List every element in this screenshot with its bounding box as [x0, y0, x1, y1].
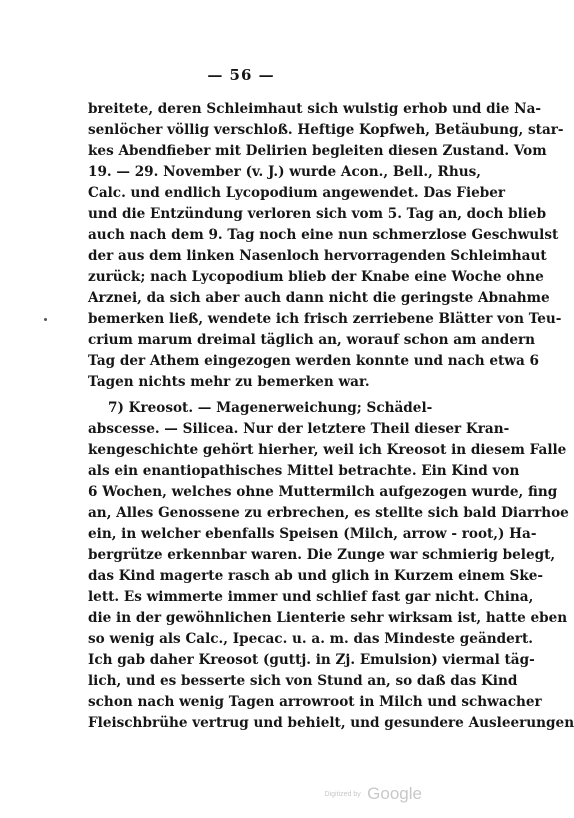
text-line: so wenig als Calc., Ipecac. u. a. m. das Mindeste geändert.	[88, 631, 533, 647]
google-logo: Google	[367, 784, 422, 803]
text-line: Tag der Athem eingezogen werden konnte und nach etwa 6	[88, 353, 539, 369]
text-line: lett. Es wimmerte immer und schlief fast gar nicht. China,	[88, 589, 534, 605]
text-line: kes Abendfieber mit Delirien begleiten diesen Zustand. Vom	[88, 143, 547, 159]
text-line: an, Alles Genossene zu erbrechen, es stellte sich bald Diarrhoe	[88, 505, 569, 521]
text-line: zurück; nach Lycopodium blieb der Knabe eine Woche ohne	[88, 269, 544, 285]
text-line: Ich gab daher Kreosot (guttj. in Zj. Emulsion) viermal täg-	[88, 652, 535, 668]
text-line: der aus dem linken Nasenloch hervorragenden Schleimhaut	[88, 248, 547, 264]
text-line: breitete, deren Schleimhaut sich wulstig erhob und die Na-	[88, 101, 542, 117]
text-line: schon nach wenig Tagen arrowroot in Milch und schwacher	[88, 694, 542, 710]
text-line: abscesse. — Silicea. Nur der letztere Theil dieser Kran-	[88, 421, 510, 437]
text-line: die in der gewöhnlichen Lienterie sehr wirksam ist, hatte eben	[88, 610, 568, 626]
text-line: Tagen nichts mehr zu bemerken war.	[88, 374, 370, 390]
digitization-watermark	[325, 784, 422, 804]
text-line: auch nach dem 9. Tag noch eine nun schmerzlose Geschwulst	[88, 227, 559, 243]
text-line: als ein enantiopathisches Mittel betrachte. Ein Kind von	[88, 463, 520, 479]
text-line: bemerken ließ, wendete ich frisch zerriebene Blätter von Teu-	[88, 311, 562, 327]
text-line: bergrütze erkennbar waren. Die Zunge war schmierig belegt,	[88, 547, 556, 563]
margin-speck	[44, 318, 47, 321]
text-line: senlöcher völlig verschloß. Heftige Kopfweh, Betäubung, star-	[88, 122, 564, 138]
text-line: crium marum dreimal täglich an, worauf schon am andern	[88, 332, 536, 348]
page-number: — 56 —	[207, 66, 275, 84]
text-line: 6 Wochen, welches ohne Muttermilch aufgezogen wurde, fing	[88, 484, 558, 500]
text-line: 19. — 29. November (v. J.) wurde Acon., Bell., Rhus,	[88, 164, 481, 180]
text-line: kengeschichte gehört hierher, weil ich Kreosot in diesem Falle	[88, 442, 567, 458]
text-line: das Kind magerte rasch ab und glich in Kurzem einem Ske-	[88, 568, 544, 584]
text-line: Arznei, da sich aber auch dann nicht die geringste Abnahme	[88, 290, 550, 306]
text-line: ein, in welcher ebenfalls Speisen (Milch, arrow - root,) Ha-	[88, 526, 537, 542]
watermark-caption: Digitized by	[324, 790, 361, 798]
section-heading-line: 7) Kreosot. — Magenerweichung; Schädel-	[108, 400, 433, 416]
text-line: lich, und es besserte sich von Stund an, so daß das Kind	[88, 673, 518, 689]
text-line: und die Entzündung verloren sich vom 5. Tag an, doch blieb	[88, 206, 547, 222]
text-line: Calc. und endlich Lycopodium angewendet. Das Fieber	[88, 185, 506, 201]
text-line: Fleischbrühe vertrug und behielt, und gesundere Ausleerungen	[88, 715, 574, 731]
